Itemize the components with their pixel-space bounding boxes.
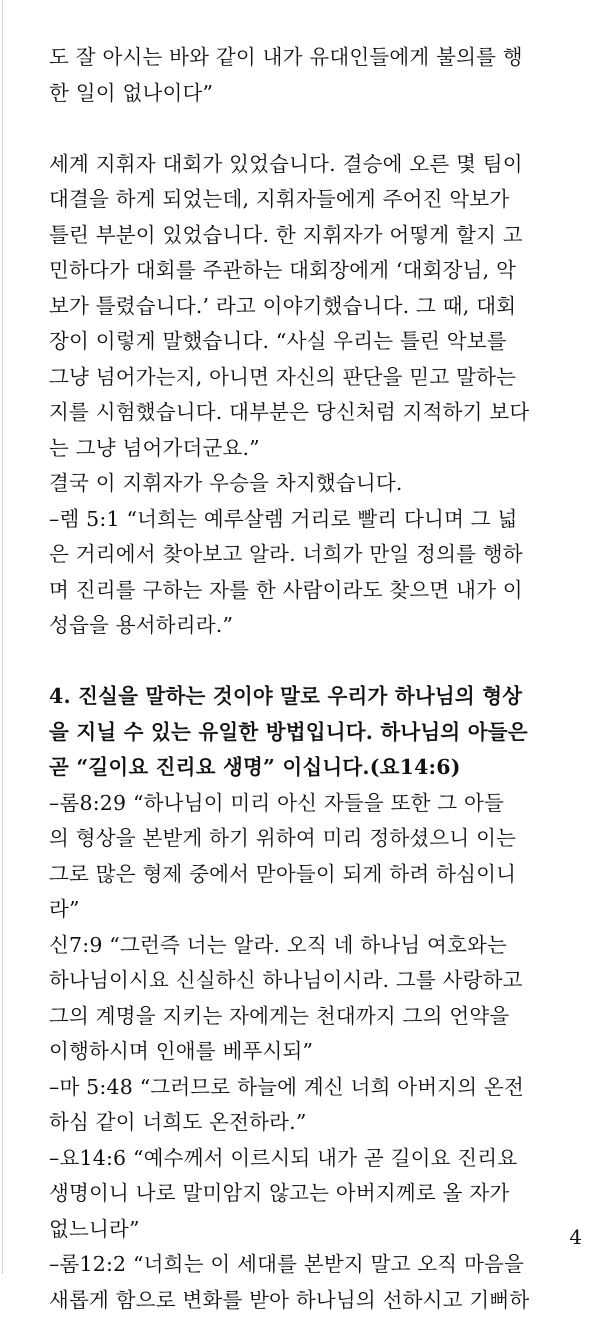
text-line: 민하다가 대회를 주관하는 대회장에게 ‘대회장님, 악 (49, 253, 589, 289)
text-line: 그로 많은 형제 중에서 맏아들이 되게 하려 하심이니 (49, 857, 589, 893)
left-margin-rule (2, 0, 3, 1273)
text-line: 하심 같이 너희도 온전하라.” (49, 1105, 589, 1141)
text-line: 한 일이 없나이다” (49, 76, 589, 112)
text-line: –렘 5:1 “너희는 예루살렘 거리로 빨리 다니며 그 넓 (49, 502, 589, 538)
text-line: 지를 시험했습니다. 대부분은 당신처럼 지적하기 보다 (49, 395, 589, 431)
text-line: –롬12:2 “너희는 이 세대를 본받지 말고 오직 마음을 (49, 1247, 589, 1283)
text-line: 신7:9 “그런즉 너는 알라. 오직 네 하나님 여호와는 (49, 928, 589, 964)
text-line: 하나님이시요 신실하신 하나님이시라. 그를 사랑하고 (49, 963, 589, 999)
text-line: 그냥 넘어가는지, 아니면 자신의 판단을 믿고 말하는 (49, 360, 589, 396)
text-line: –요14:6 “예수께서 이르시되 내가 곧 길이요 진리요 (49, 1141, 589, 1177)
text-line: 을 지닐 수 있는 유일한 방법입니다. 하나님의 아들은 (49, 715, 589, 751)
text-line: 도 잘 아시는 바와 같이 내가 유대인들에게 불의를 행 (49, 40, 589, 76)
section-heading (49, 679, 589, 786)
paragraph-gap (49, 644, 589, 680)
text-line: 4. 진실을 말하는 것이야 말로 우리가 하나님의 형상 (49, 679, 589, 715)
text-line: 그의 계명을 지키는 자에게는 천대까지 그의 언약을 (49, 999, 589, 1035)
text-line: 라” (49, 892, 589, 928)
text-line: 새롭게 함으로 변화를 받아 하나님의 선하시고 기뻐하 (49, 1283, 589, 1318)
text-line: –롬8:29 “하나님이 미리 아신 자들을 또한 그 아들 (49, 786, 589, 822)
text-line: 보가 틀렸습니다.’ 라고 이야기했습니다. 그 때, 대회 (49, 289, 589, 325)
text-line: 세계 지휘자 대회가 있었습니다. 결승에 오른 몇 팀이 (49, 147, 589, 183)
paragraph-gap (49, 111, 589, 147)
text-line: 없느니라” (49, 1212, 589, 1248)
document-body (49, 40, 589, 1318)
paragraph (49, 40, 589, 111)
text-line: 성읍을 용서하리라.” (49, 608, 589, 644)
text-line: 이행하시며 인애를 베푸시되” (49, 1034, 589, 1070)
text-line: 생명이니 나로 말미암지 않고는 아버지께로 올 자가 (49, 1176, 589, 1212)
page-number: 4 (569, 1224, 582, 1250)
text-line: 곧 “길이요 진리요 생명” 이십니다.(요14:6) (49, 750, 589, 786)
text-line: 틀린 부분이 있었습니다. 한 지휘자가 어떻게 할지 고 (49, 218, 589, 254)
text-line: 장이 이렇게 말했습니다. “사실 우리는 틀린 악보를 (49, 324, 589, 360)
text-line: 대결을 하게 되었는데, 지휘자들에게 주어진 악보가 (49, 182, 589, 218)
text-line: 의 형상을 본받게 하기 위하여 미리 정하셨으니 이는 (49, 821, 589, 857)
text-line: 결국 이 지휘자가 우승을 차지했습니다. (49, 466, 589, 502)
text-line: 은 거리에서 찾아보고 알라. 너희가 만일 정의를 행하 (49, 537, 589, 573)
text-line: –마 5:48 “그러므로 하늘에 계신 너희 아버지의 온전 (49, 1070, 589, 1106)
paragraph (49, 147, 589, 644)
text-line: 며 진리를 구하는 자를 한 사람이라도 찾으면 내가 이 (49, 573, 589, 609)
paragraph (49, 786, 589, 1318)
text-line: 는 그냥 넘어가더군요.” (49, 431, 589, 467)
